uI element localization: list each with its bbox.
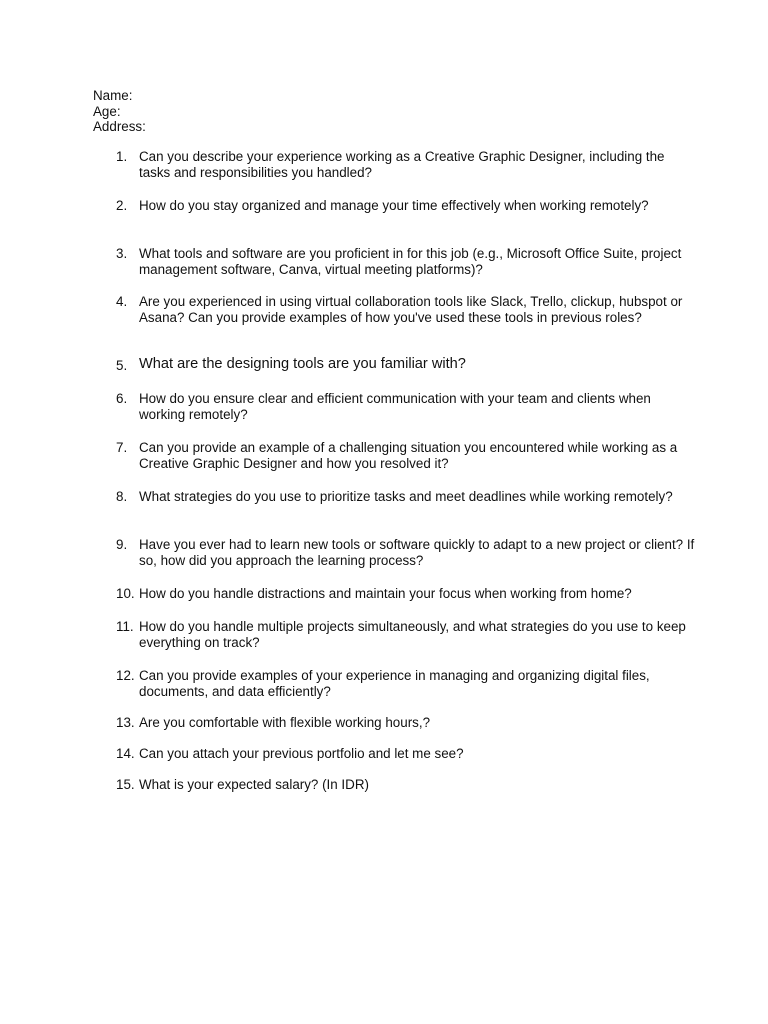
question-text: How do you handle distractions and maintain your focus when working from home? <box>139 586 632 601</box>
question-number: 13. <box>116 715 135 730</box>
question-item <box>116 537 699 569</box>
question-item <box>116 746 699 762</box>
question-number: 10. <box>116 586 135 601</box>
question-text: Are you experienced in using virtual collaboration tools like Slack, Trello, clickup, hubspot or Asana? Can you provide examples of how you've used these tools in previous roles? <box>139 294 683 325</box>
question-item <box>116 440 699 472</box>
question-text: How do you ensure clear and efficient communication with your team and clients when working remotely? <box>139 391 651 422</box>
question-item <box>116 246 699 278</box>
question-item <box>116 294 699 326</box>
question-text: Can you attach your previous portfolio and let me see? <box>139 746 464 761</box>
question-item <box>116 198 699 214</box>
question-item <box>116 356 699 373</box>
question-number: 12. <box>116 668 135 683</box>
question-number: 11. <box>116 619 134 634</box>
question-number: 7. <box>116 440 128 455</box>
question-text: How do you handle multiple projects simultaneously, and what strategies do you use to keep everything on track? <box>139 619 686 650</box>
question-item <box>116 619 699 651</box>
address-label: Address: <box>93 119 146 134</box>
age-label: Age: <box>93 103 121 119</box>
question-text: What is your expected salary? (In IDR) <box>139 777 369 792</box>
question-number: 9. <box>116 537 128 552</box>
question-item <box>116 777 699 793</box>
question-number: 14. <box>116 746 135 761</box>
question-item <box>116 586 699 602</box>
question-item <box>116 489 699 505</box>
question-number: 5. <box>116 358 128 373</box>
question-text: Have you ever had to learn new tools or software quickly to adapt to a new project or client? If so, how did you approach the learning process? <box>139 537 695 568</box>
question-item <box>116 149 699 181</box>
question-number: 1. <box>116 149 128 164</box>
question-text: Can you provide an example of a challenging situation you encountered while working as a Creative Graphic Designer and how you resolved it? <box>139 440 678 471</box>
question-item <box>116 391 699 423</box>
applicant-info-block <box>93 88 146 135</box>
question-number: 8. <box>116 489 128 504</box>
question-number: 2. <box>116 198 128 213</box>
question-text: What tools and software are you proficient in for this job (e.g., Microsoft Office Suite, project management software, Canva, virtual meeting platforms)? <box>139 246 682 277</box>
question-number: 4. <box>116 294 128 309</box>
question-text: Can you describe your experience working as a Creative Graphic Designer, including the tasks and responsibilities you handled? <box>139 149 665 180</box>
question-text: Can you provide examples of your experience in managing and organizing digital files, documents, and data efficiently? <box>139 668 650 699</box>
question-number: 6. <box>116 391 128 406</box>
question-number: 3. <box>116 246 128 261</box>
name-label: Name: <box>93 88 133 103</box>
question-item <box>116 715 699 731</box>
question-number: 15. <box>116 777 135 792</box>
question-item <box>116 668 699 700</box>
question-text: What strategies do you use to prioritize tasks and meet deadlines while working remotely? <box>139 489 673 504</box>
question-text: What are the designing tools are you familiar with? <box>139 356 466 372</box>
question-text: Are you comfortable with flexible working hours,? <box>139 715 431 730</box>
question-text: How do you stay organized and manage your time effectively when working remotely? <box>139 198 649 213</box>
